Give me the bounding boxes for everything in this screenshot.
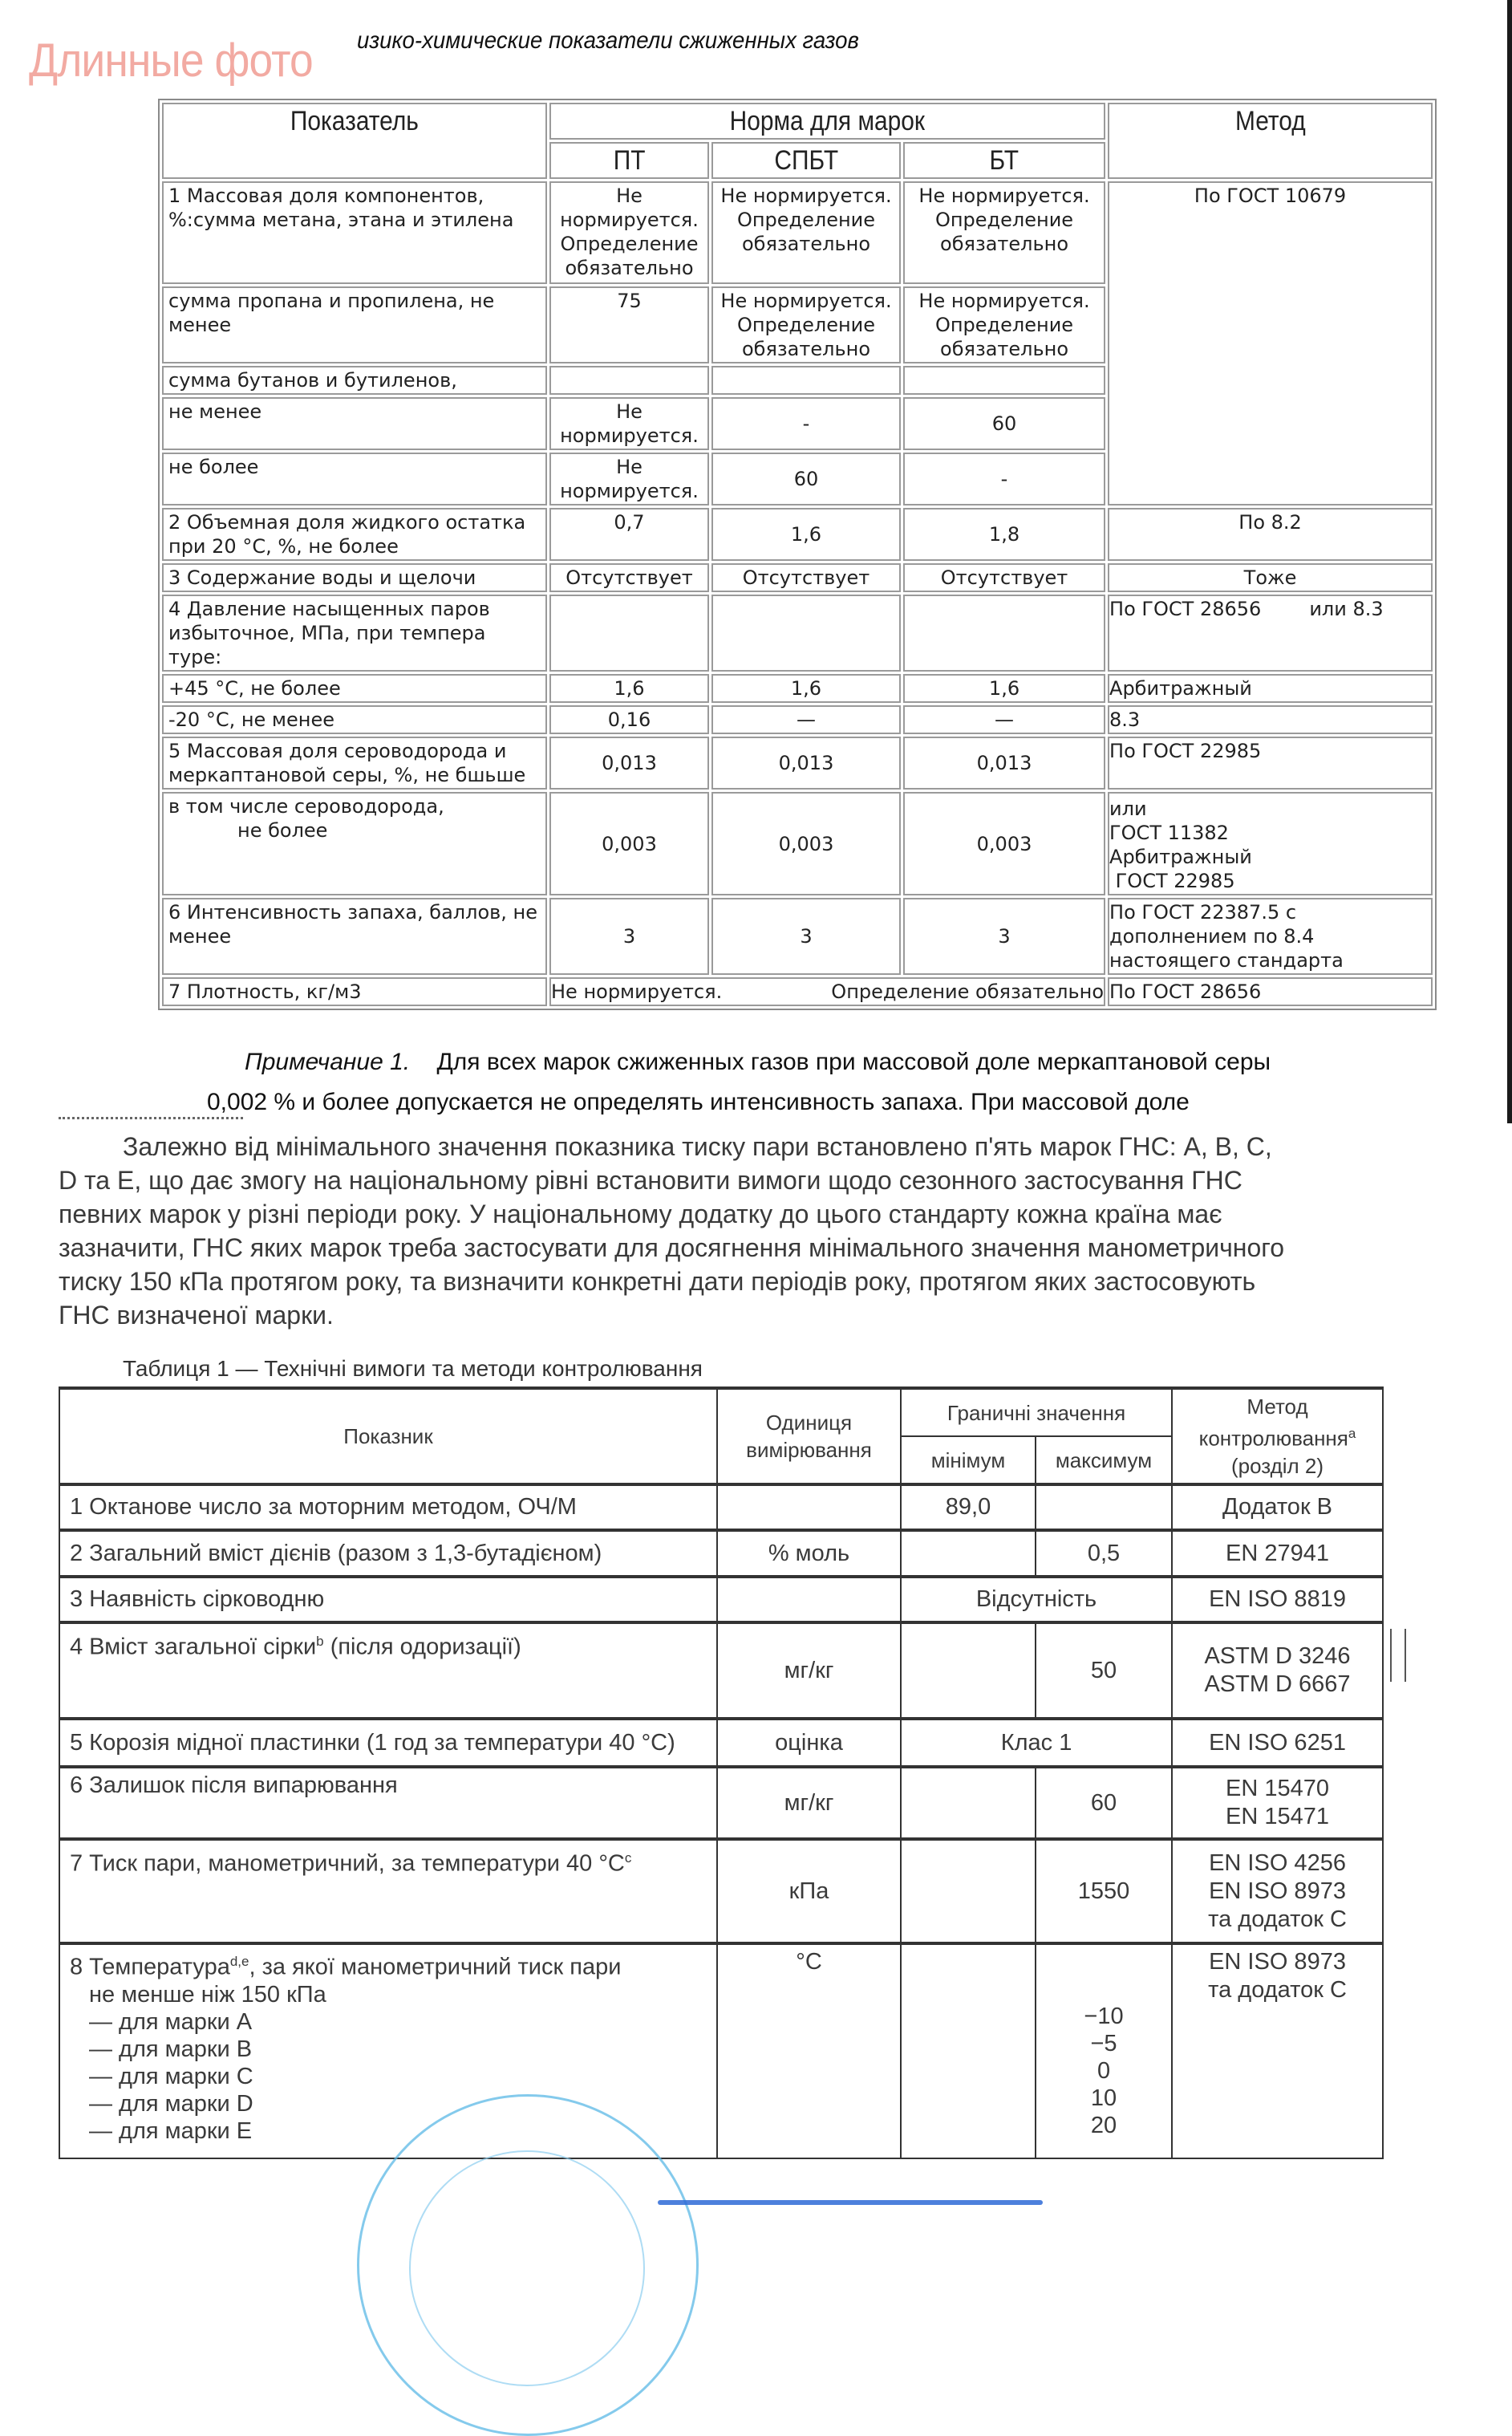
table-row (162, 674, 1433, 703)
table-row (162, 181, 1433, 284)
cell-unit: кПа (717, 1839, 901, 1943)
cell-unit: оцінка (717, 1719, 901, 1767)
cell-pt: 0,013 (549, 737, 709, 790)
technical-requirements-table-ua (59, 1386, 1384, 2159)
cell-method: EN ISO 8973 та додаток С (1172, 1943, 1383, 2158)
cell-limits-merged: Клас 1 (901, 1719, 1172, 1767)
header-grade-bt: БТ (903, 142, 1105, 179)
cell-bt: 60 (903, 397, 1105, 450)
cell-spbt: 3 (711, 898, 901, 975)
cell-indicator: -20 °С, не менее (162, 705, 547, 734)
cell-max: 60 (1036, 1767, 1172, 1839)
table-row (59, 1943, 1383, 2158)
cell-spbt: 0,003 (711, 792, 901, 895)
table-row (59, 1577, 1383, 1622)
cell-pt: 1,6 (549, 674, 709, 703)
cell-indicator: сумма пропана и пропилена, не менее (162, 286, 547, 363)
cell-method: Додаток В (1172, 1484, 1383, 1530)
cell-indicator: 1 Октанове число за моторним методом, ОЧ/М (59, 1484, 717, 1530)
cell-method: EN 15470 EN 15471 (1172, 1767, 1383, 1839)
cell-indicator: 7 Плотность, кг/м3 (162, 977, 547, 1006)
cell-spbt (711, 595, 901, 672)
watermark-label: Длинные фото (29, 35, 313, 87)
cell-unit (717, 1484, 901, 1530)
cropped-text-fragment (59, 1117, 243, 1124)
cell-indicator: 4 Вміст загальної сірки$^b$ (після одоризації) (59, 1622, 717, 1719)
gas-properties-table-ru (158, 99, 1437, 1010)
cell-method: По ГОСТ 28656 (1108, 977, 1433, 1006)
table-row (59, 1839, 1383, 1943)
cell-pt (549, 366, 709, 395)
cell-bt: 1,6 (903, 674, 1105, 703)
cell-spbt: Не нормируется. Определение обязательно (711, 181, 901, 284)
cell-pt: Отсутствует (549, 563, 709, 592)
header-max: максимум (1036, 1436, 1172, 1484)
cell-method: ASTM D 3246 ASTM D 6667 (1172, 1622, 1383, 1719)
cell-indicator: 2 Объемная доля жидкого остатка при 20 °С, %, не более (162, 508, 547, 561)
table-row (59, 1719, 1383, 1767)
cell-max: −10 −5 0 10 20 (1036, 1943, 1172, 2158)
table-row (162, 508, 1433, 561)
cell-method: По ГОСТ 10679 (1108, 181, 1433, 505)
cell-bt: 3 (903, 898, 1105, 975)
cell-min (901, 1530, 1036, 1577)
header-method: Метод контролювання$^а$ (розділ 2) (1172, 1388, 1383, 1484)
cell-unit: °С (717, 1943, 901, 2158)
cell-pt (549, 595, 709, 672)
table-row (162, 563, 1433, 592)
table-row (59, 1530, 1383, 1577)
cell-method: По ГОСТ 28656 или 8.3 (1108, 595, 1433, 672)
cell-bt: Не нормируется. Определение обязательно (903, 181, 1105, 284)
header-grade-pt: ПТ (549, 142, 709, 179)
cell-indicator: 1 Массовая доля компонентов, %:сумма метана, этана и этилена (162, 181, 547, 284)
cell-pt: 3 (549, 898, 709, 975)
cell-min (901, 1767, 1036, 1839)
cell-bt: Отсутствует (903, 563, 1105, 592)
cell-method: По 8.2 (1108, 508, 1433, 561)
header-indicator: Показник (59, 1388, 717, 1484)
cell-method: EN ISO 6251 (1172, 1719, 1383, 1767)
cell-pt: Не нормируется. Определение обязательно (549, 181, 709, 284)
cell-indicator: 4 Давление насыщенных паров избыточное, МПа, при темпера туре: (162, 595, 547, 672)
cell-max: 0,5 (1036, 1530, 1172, 1577)
cell-limits-merged: Відсутність (901, 1577, 1172, 1622)
cell-max: 1550 (1036, 1839, 1172, 1943)
note-line-2: 0,002 % и более допускается не определять интенсивность запаха. При массовой доле (207, 1089, 1190, 1115)
table-row (59, 1622, 1383, 1719)
document-title: изико-химические показатели сжиженных газов (357, 27, 859, 54)
cell-indicator: 6 Интенсивность запаха, баллов, не менее (162, 898, 547, 975)
cell-pt: Не нормируется. (549, 397, 709, 450)
cell-indicator: 8 Температура$^{d,e}$, за якої манометричний тиск пари не менше ніж 150 кПа — для марки А — для марки В — для марки С — для марки D — для марки Е (59, 1943, 717, 2158)
cell-unit: мг/кг (717, 1622, 901, 1719)
note-line-1: Примечание 1. Для всех марок сжиженных газов при массовой доле меркаптановой серы (245, 1049, 1271, 1075)
cell-method: По ГОСТ 22985 (1108, 737, 1433, 790)
cell-bt: - (903, 453, 1105, 505)
header-method: Метод (1108, 103, 1433, 179)
table-row (59, 1767, 1383, 1839)
cell-indicator: не менее (162, 397, 547, 450)
cell-method: Тоже (1108, 563, 1433, 592)
cell-merged-norm: Не нормируется. Определение обязательно (549, 977, 1105, 1006)
cell-spbt: - (711, 397, 901, 450)
cell-min (901, 1943, 1036, 2158)
cell-method: EN ISO 8819 (1172, 1577, 1383, 1622)
cell-bt (903, 595, 1105, 672)
right-edge-bar (1507, 0, 1512, 1123)
cell-bt: 0,013 (903, 737, 1105, 790)
header-indicator: Показатель (162, 103, 547, 179)
header-limits: Граничні значення (901, 1388, 1172, 1436)
cell-bt: 0,003 (903, 792, 1105, 895)
cell-method: EN ISO 4256 EN ISO 8973 та додаток С (1172, 1839, 1383, 1943)
table-row (162, 705, 1433, 734)
cell-pt: 75 (549, 286, 709, 363)
table-row (162, 792, 1433, 895)
cell-indicator: 3 Наявність сірководню (59, 1577, 717, 1622)
cell-spbt: — (711, 705, 901, 734)
cell-method: EN 27941 (1172, 1530, 1383, 1577)
cell-method: Арбитражный (1108, 674, 1433, 703)
cell-pt: 0,003 (549, 792, 709, 895)
cell-spbt: 0,013 (711, 737, 901, 790)
cell-indicator: 5 Массовая доля сероводорода и меркаптановой серы, %, не бшьше (162, 737, 547, 790)
cell-spbt: 60 (711, 453, 901, 505)
cell-spbt: Не нормируется. Определение обязательно (711, 286, 901, 363)
cell-spbt: 1,6 (711, 508, 901, 561)
cell-pt: 0,16 (549, 705, 709, 734)
header-unit: Одиниця вимірювання (717, 1388, 901, 1484)
official-stamp-inner-ring (409, 2150, 645, 2386)
cell-pt: 0,7 (549, 508, 709, 561)
cell-pt: Не нормируется. (549, 453, 709, 505)
cell-method: или ГОСТ 11382 Арбитражный ГОСТ 22985 (1108, 792, 1433, 895)
cell-min (901, 1622, 1036, 1719)
ua-paragraph: Залежно від мінімального значення показника тиску пари встановлено п'ять марок ГНС: А, В, С, D та Е, що дає змогу на національному рівні встановити вимоги щодо сезонного застосування ГНС певних марок у різні періоди року. У національному додатку до цього стандарту кожна країна має зазначити, ГНС яких марок треба застосувати для досягнення мінімального значення манометричного тиску 150 кПа протягом року, та визначити конкретні дати періодів року, протягом яких застосовують ГНС визначеної марки. (59, 1132, 1285, 1330)
cell-spbt: Отсутствует (711, 563, 901, 592)
header-grade-spbt: СПБТ (711, 142, 901, 179)
cell-max (1036, 1484, 1172, 1530)
cell-max: 50 (1036, 1622, 1172, 1719)
header-min: мінімум (901, 1436, 1036, 1484)
cell-indicator: +45 °С, не более (162, 674, 547, 703)
table-row (162, 737, 1433, 790)
header-norm-group: Норма для марок (549, 103, 1105, 140)
cell-bt: 1,8 (903, 508, 1105, 561)
cell-bt: Не нормируется. Определение обязательно (903, 286, 1105, 363)
cell-bt (903, 366, 1105, 395)
cell-indicator: 5 Корозія мідної пластинки (1 год за температури 40 °С) (59, 1719, 717, 1767)
cell-indicator: 7 Тиск пари, манометричний, за температури 40 $^\circ С^c$ (59, 1839, 717, 1943)
cell-unit (717, 1577, 901, 1622)
table-row (162, 898, 1433, 975)
cell-unit: мг/кг (717, 1767, 901, 1839)
table-row (162, 595, 1433, 672)
table-caption: Таблиця 1 — Технічні вимоги та методи контролювання (123, 1356, 703, 1381)
cell-spbt: 1,6 (711, 674, 901, 703)
cell-indicator: 3 Содержание воды и щелочи (162, 563, 547, 592)
cell-unit: % моль (717, 1530, 901, 1577)
table-row (162, 977, 1433, 1006)
cell-indicator: не более (162, 453, 547, 505)
cell-indicator: сумма бутанов и бутиленов, (162, 366, 547, 395)
cell-method: 8.3 (1108, 705, 1433, 734)
cell-spbt (711, 366, 901, 395)
table-row (59, 1484, 1383, 1530)
margin-change-marks (1390, 1629, 1406, 1682)
cell-bt: — (903, 705, 1105, 734)
cell-min: 89,0 (901, 1484, 1036, 1530)
cell-min (901, 1839, 1036, 1943)
cell-method: По ГОСТ 22387.5 с дополнением по 8.4 настоящего стандарта (1108, 898, 1433, 975)
cell-indicator: 6 Залишок після випарювання (59, 1767, 717, 1839)
cell-indicator: 2 Загальний вміст дієнів (разом з 1,3-бутадієном) (59, 1530, 717, 1577)
signature-stroke (658, 2200, 1043, 2205)
cell-indicator: в том числе сероводорода, не более (162, 792, 547, 895)
